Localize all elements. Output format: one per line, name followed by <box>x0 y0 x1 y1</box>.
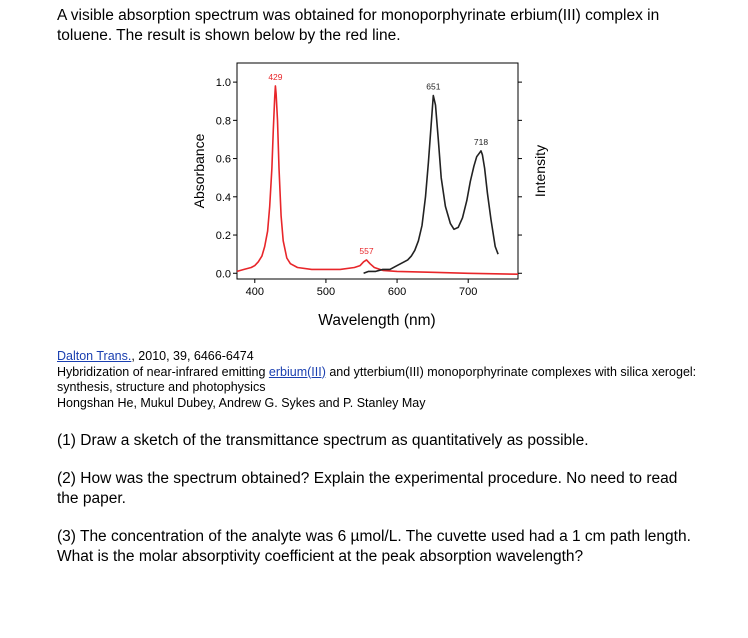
peak-label: 429 <box>268 71 283 82</box>
title-post: and ytterbium(III) monoporphyrinate complexes with silica xerogel: synthesis, structure and photophysics <box>57 364 697 394</box>
x-tick-label: 600 <box>387 286 407 298</box>
y-tick-label: 0.2 <box>215 230 231 243</box>
series-layer <box>237 86 518 274</box>
citation-text: , 2010, 39, 6466-6474 <box>131 349 254 363</box>
peak-label: 651 <box>426 81 441 92</box>
y-tick-label: 0.4 <box>215 191 231 204</box>
series-line-2 <box>364 96 499 274</box>
x-axis-ticks <box>246 279 478 298</box>
journal-link[interactable]: Dalton Trans. <box>57 349 132 363</box>
y-tick-label: 0.8 <box>215 115 231 128</box>
y-tick-label: 0.0 <box>215 268 231 281</box>
y-tick-label: 0.6 <box>215 153 231 166</box>
title-pre: Hybridization of near-infrared emitting <box>57 364 269 379</box>
x-tick-label: 500 <box>316 286 336 298</box>
right-axis-title: Intensity <box>532 144 548 198</box>
reference-block <box>57 349 717 411</box>
y-tick-label: 1.0 <box>215 77 231 90</box>
y-axis-ticks <box>216 77 237 280</box>
question-2: (2) How was the spectrum obtained? Explain the experimental procedure. No need to read the paper. <box>57 470 678 507</box>
peak-label: 718 <box>473 136 489 147</box>
paper-title <box>57 365 717 396</box>
intro-text: A visible absorption spectrum was obtained for monoporphyrinate erbium(III) complex in toluene. The result is shown below by the red line. <box>57 7 660 44</box>
y-axis-title: Absorbance <box>191 133 207 209</box>
series-line-1 <box>237 86 518 274</box>
reference-citation-line <box>57 349 717 365</box>
right-axis-ticks <box>518 82 522 273</box>
absorption-spectrum-chart <box>180 58 560 333</box>
question-3: (3) The concentration of the analyte was 6 µmol/L. The cuvette used had a 1 cm path length. What is the molar absorptivity coefficient at the peak absorption wavelength? <box>57 528 691 565</box>
x-tick-label: 400 <box>245 286 264 298</box>
paper-authors: Hongshan He, Mukul Dubey, Andrew G. Sykes and P. Stanley May <box>57 395 426 410</box>
question-1: (1) Draw a sketch of the transmittance spectrum as quantitatively as possible. <box>57 432 589 449</box>
erbium-link[interactable]: erbium(III) <box>268 364 326 379</box>
peak-label: 557 <box>359 245 374 256</box>
x-tick-label: 700 <box>459 286 478 298</box>
x-axis-title: Wavelength (nm) <box>318 312 436 329</box>
